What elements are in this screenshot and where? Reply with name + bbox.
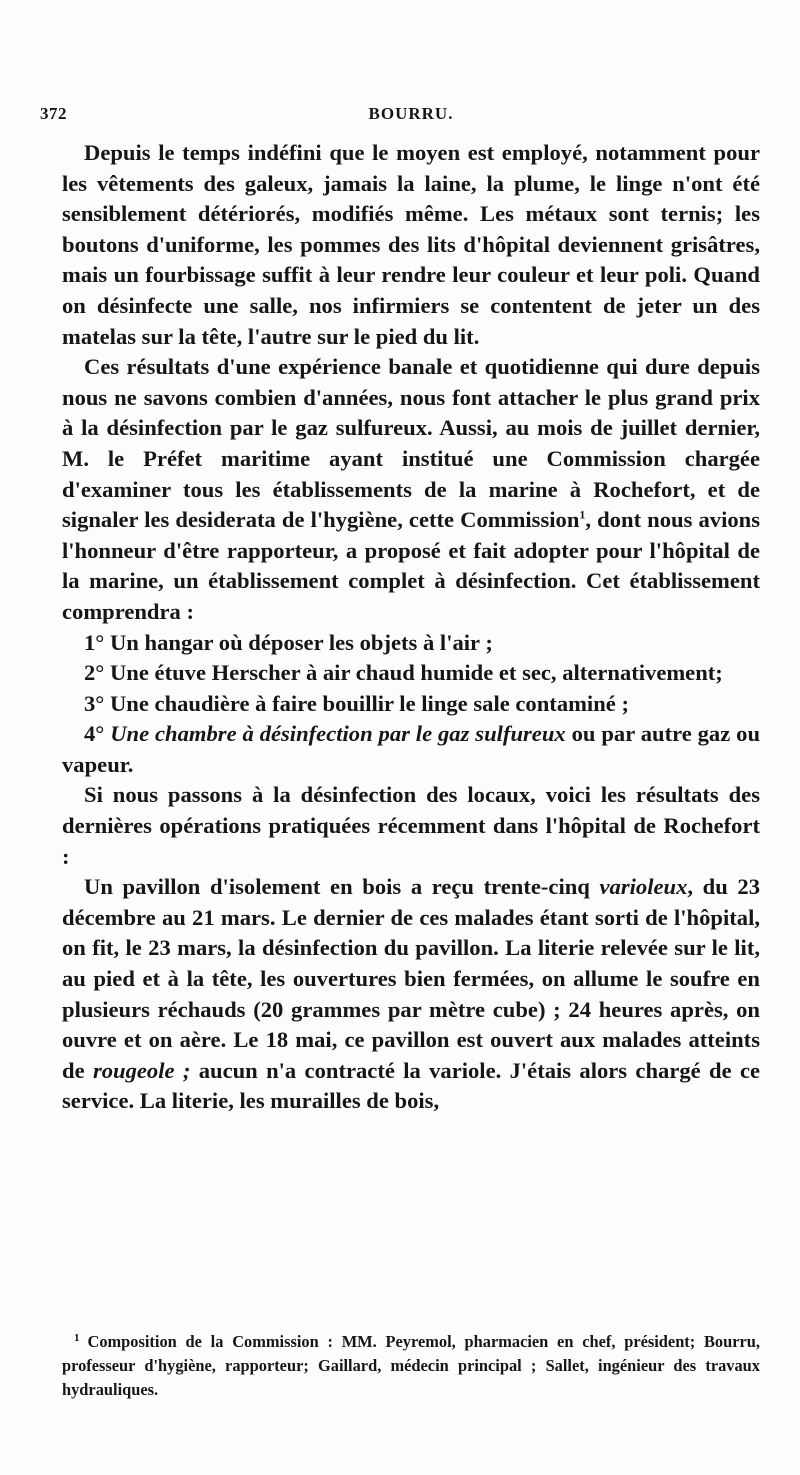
page-number: 372	[40, 104, 67, 123]
list-item-4-prefix: 4°	[84, 721, 111, 747]
footnotes	[62, 1330, 760, 1402]
list-item-2: 2° Une étuve Herscher à air chaud humide et sec, alternativement;	[84, 660, 723, 686]
paragraph-2-text-b: , dont nous avions l'honneur d'être rapporteur, a proposé et fait adopter pour l'hôpital de la marine, un établissement complet à désinfection. Cet établissement comprendra :	[62, 507, 761, 624]
paragraph-4-italic-varioleux: varioleux	[599, 874, 688, 900]
list-item-4-italic: Une chambre à désinfection par le gaz sulfureux	[110, 721, 566, 747]
paragraph-4	[62, 872, 760, 1117]
running-header	[40, 104, 760, 138]
paragraph-2-text-a: Ces résultats d'une expérience banale et quotidienne qui dure depuis nous ne savons combien d'années, nous font attacher le plus grand prix à la désinfection par le gaz sulfureux. Aussi, au mois de juillet dernier, M. le Préfet maritime ayant institué une Commission chargée d'examiner tous les établissements de la marine à Rochefort, et de signaler les desiderata de l'hygiène, cette Commission	[62, 354, 760, 533]
paragraph-1: Depuis le temps indéfini que le moyen est employé, notamment pour les vêtements des galeux, jamais la laine, la plume, le linge n'ont été sensiblement détériorés, modifiés même. Les métaux sont ternis; les boutons d'uniforme, les pommes des lits d'hôpital deviennent grisâtres, mais un fourbissage suffit à leur rendre leur couleur et leur poli. Quand on désinfecte une salle, nos infirmiers se contentent de jeter un des matelas sur la tête, l'autre sur le pied du lit.	[62, 140, 760, 349]
footnote-1	[62, 1330, 760, 1402]
paragraph-4-text-b: , du 23 décembre au 21 mars. Le dernier de ces malades étant sorti de l'hôpital, on fit, le 23 mars, la désinfection du pavillon. La literie relevée sur le lit, au pied et à la tête, les ouvertures bien fermées, on allume le soufre en plusieurs réchauds (20 grammes par mètre cube) ; 24 heures après, on ouvre et on aère. Le 18 mai, ce pavillon est ouvert aux malades atteints de	[62, 874, 760, 1083]
list-item-3: 3° Une chaudière à faire bouillir le linge sale contaminé ;	[84, 690, 629, 716]
list-item-4	[62, 719, 760, 780]
footnote-text: Composition de la Commission : MM. Peyremol, pharmacien en chef, président; Bourru, professeur d'hygiène, rapporteur; Gaillard, médecin principal ; Sallet, ingénieur des travaux hydrauliques.	[62, 1332, 760, 1399]
list-item-1: 1° Un hangar où déposer les objets à l'air ;	[84, 629, 493, 655]
paragraph-4-text-a: Un pavillon d'isolement en bois a reçu trente-cinq	[84, 874, 600, 900]
paragraph-4-text-c: aucun n'a contracté la variole. J'étais alors chargé de ce service. La literie, les murailles de bois,	[62, 1057, 760, 1114]
paragraph-4-italic-rougeole: rougeole ;	[92, 1057, 191, 1083]
body-text	[62, 138, 760, 1117]
footnote-mark: 1	[74, 1331, 80, 1344]
footnote-reference[interactable]: 1	[579, 507, 586, 522]
list-item-4-suffix: ou par autre gaz ou vapeur.	[62, 721, 761, 777]
paragraph-2	[62, 352, 760, 627]
running-title: BOURRU.	[368, 104, 454, 123]
paragraph-3: Si nous passons à la désinfection des locaux, voici les résultats des dernières opérations pratiquées récemment dans l'hôpital de Rochefort :	[62, 782, 760, 869]
